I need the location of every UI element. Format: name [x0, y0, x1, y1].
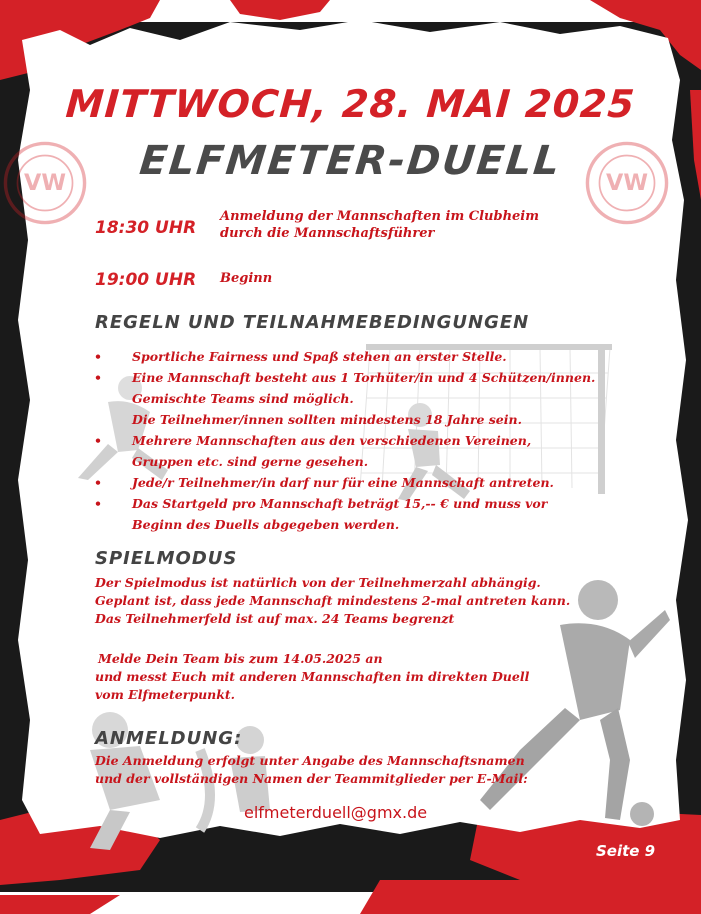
page-number: Seite 9 [596, 842, 656, 860]
anmeldung-heading: ANMELDUNG: [95, 728, 243, 749]
rule-line: • Eine Mannschaft besteht aus 1 Torhüter/in und 4 Schützen/innen. [132, 370, 596, 385]
spielmodus-text [95, 574, 570, 628]
rule-line: Beginn des Duells abgegeben werden. [132, 517, 400, 532]
event-date-title: MITTWOCH, 28. MAI 2025 [64, 82, 637, 126]
list-item [92, 367, 612, 430]
rule-line: Die Teilnehmer/innen sollten mindestens 18 Jahre sein. [132, 412, 522, 427]
schedule-time-registration: 18:30 UHR [95, 218, 197, 238]
deadline-line: vom Elfmeterpunkt. [95, 687, 236, 702]
rule-line: Gemischte Teams sind möglich. [132, 391, 354, 406]
schedule-desc-registration [220, 208, 539, 242]
schedule-time-start: 19:00 UHR [95, 270, 197, 290]
rule-line: • Sportliche Fairness und Spaß stehen an erster Stelle. [132, 349, 507, 364]
registration-email[interactable]: elfmeterduell@gmx.de [244, 803, 428, 822]
rule-line: • Mehrere Mannschaften aus den verschiedenen Vereinen, [132, 433, 532, 448]
logo-letters: VW [606, 169, 648, 196]
rules-list [92, 346, 612, 535]
rule-line: Gruppen etc. sind gerne gesehen. [132, 454, 369, 469]
list-item [92, 472, 612, 493]
anmeldung-text [95, 752, 528, 788]
spielmodus-line: Der Spielmodus ist natürlich von der Teilnehmerzahl abhängig. [95, 575, 541, 590]
spielmodus-line: Geplant ist, dass jede Mannschaft mindestens 2-mal antreten kann. [95, 593, 571, 608]
schedule-desc-start: Beginn [220, 271, 273, 286]
anmeldung-line: Die Anmeldung erfolgt unter Angabe des Mannschaftsnamen [95, 753, 525, 768]
list-item [92, 493, 612, 535]
event-name-title: ELFMETER-DUELL [137, 138, 564, 184]
schedule-desc-line: Anmeldung der Mannschaften im Clubheim [220, 209, 539, 224]
deadline-text [95, 650, 529, 704]
deadline-line: und messt Euch mit anderen Mannschaften im direkten Duell [95, 669, 530, 684]
spielmodus-heading: SPIELMODUS [95, 548, 238, 569]
rule-line: • Jede/r Teilnehmer/in darf nur für eine Mannschaft antreten. [132, 475, 554, 490]
schedule-desc-line: durch die Mannschaftsführer [220, 226, 435, 241]
deadline-line: Melde Dein Team bis zum 14.05.2025 an [98, 651, 383, 666]
rule-line: • Das Startgeld pro Mannschaft beträgt 15,-- € und muss vor [132, 496, 548, 511]
anmeldung-line: und der vollständigen Namen der Teammitglieder per E-Mail: [95, 771, 528, 786]
rules-heading: REGELN UND TEILNAHMEBEDINGUNGEN [95, 312, 530, 333]
spielmodus-line: Das Teilnehmerfeld ist auf max. 24 Teams begrenzt [95, 611, 455, 626]
logo-letters: VW [24, 169, 66, 196]
list-item [92, 346, 612, 367]
list-item [92, 430, 612, 472]
